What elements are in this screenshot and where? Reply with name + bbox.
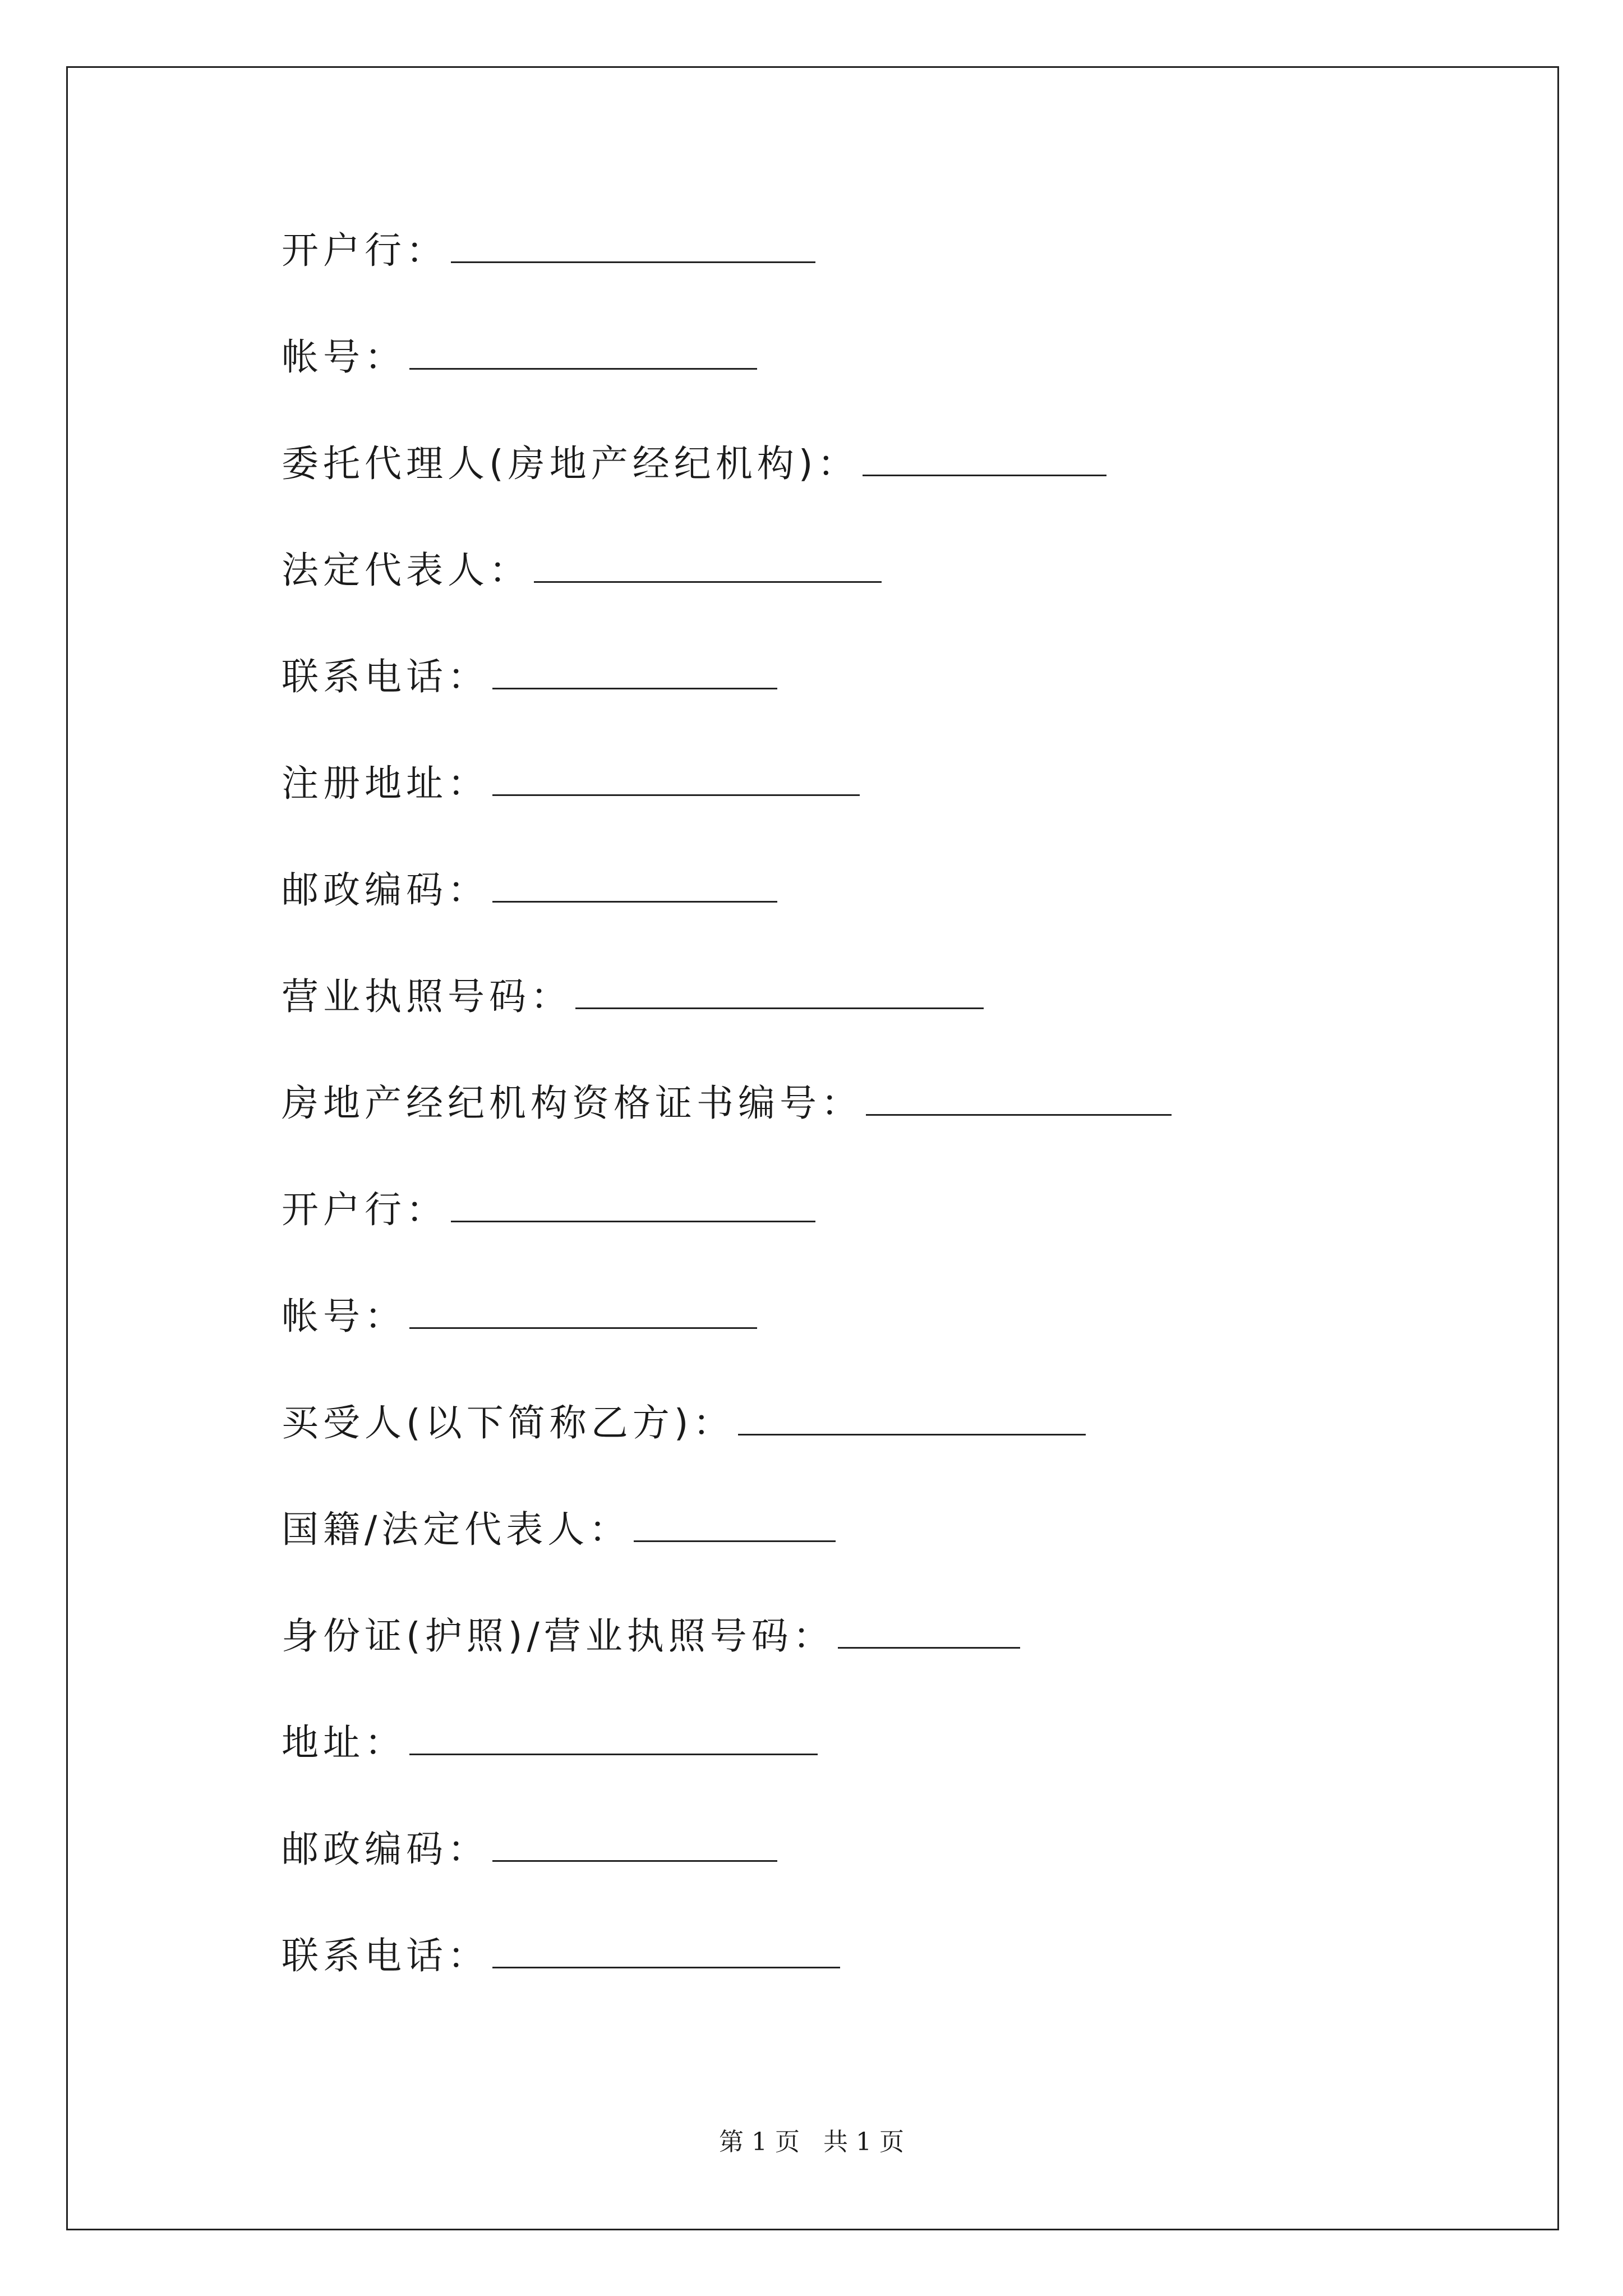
- field-agent: [282, 442, 1106, 485]
- field-label: 房地产经纪机构资格证书编号：: [282, 1082, 863, 1125]
- field-label: 开户行：: [282, 229, 448, 272]
- fill-in-blank[interactable]: [492, 871, 777, 903]
- field-postal-code: [282, 868, 777, 912]
- field-legal-representative: [282, 549, 882, 592]
- field-nationality: [282, 1508, 836, 1551]
- fill-in-blank[interactable]: [451, 1190, 815, 1222]
- fill-in-blank[interactable]: [534, 551, 882, 583]
- page-border: [66, 66, 1559, 2230]
- fill-in-blank[interactable]: [492, 1830, 777, 1862]
- fill-in-blank[interactable]: [838, 1617, 1020, 1649]
- field-bank: [282, 229, 815, 272]
- fill-in-blank[interactable]: [866, 1084, 1172, 1116]
- fill-in-blank[interactable]: [409, 1723, 818, 1755]
- field-label: 帐号：: [282, 335, 406, 379]
- field-qualification-cert: [282, 1082, 1172, 1125]
- field-address: [282, 1721, 818, 1764]
- field-business-license: [282, 975, 984, 1018]
- field-label: 注册地址：: [282, 762, 489, 805]
- fill-in-blank[interactable]: [451, 231, 815, 263]
- field-phone: [282, 657, 777, 696]
- fill-in-blank[interactable]: [575, 977, 984, 1009]
- field-label: 邮政编码：: [282, 868, 489, 912]
- fill-in-blank[interactable]: [634, 1510, 836, 1542]
- field-registered-address: [282, 762, 860, 805]
- field-postal-code: [282, 1828, 777, 1871]
- fill-in-blank[interactable]: [492, 1936, 840, 1968]
- field-account: [282, 1295, 757, 1338]
- field-label: 营业执照号码：: [282, 975, 572, 1018]
- field-account: [282, 335, 757, 379]
- fill-in-blank[interactable]: [409, 338, 757, 370]
- field-label: 委托代理人(房地产经纪机构)：: [282, 442, 859, 485]
- fill-in-blank[interactable]: [492, 657, 777, 689]
- field-label: 邮政编码：: [282, 1828, 489, 1871]
- fill-in-blank[interactable]: [492, 764, 860, 796]
- field-label: 法定代表人：: [282, 549, 531, 592]
- field-label: 地址：: [282, 1721, 406, 1764]
- field-label: 帐号：: [282, 1295, 406, 1338]
- fill-in-blank[interactable]: [409, 1297, 757, 1329]
- page-footer: 第 1 页 共 1 页: [719, 2128, 904, 2156]
- field-label: 身份证(护照)/营业执照号码：: [282, 1614, 834, 1658]
- field-label: 联系电话：: [282, 1934, 489, 1977]
- fill-in-blank[interactable]: [738, 1404, 1086, 1435]
- field-label: 联系电话：: [282, 655, 489, 698]
- field-phone: [282, 1936, 840, 1975]
- field-id-passport: [282, 1614, 1020, 1658]
- field-label: 开户行：: [282, 1188, 448, 1231]
- field-label: 国籍/法定代表人：: [282, 1508, 631, 1551]
- field-buyer: [282, 1401, 1086, 1444]
- field-label: 买受人(以下简称乙方)：: [282, 1401, 735, 1444]
- fill-in-blank[interactable]: [863, 444, 1106, 476]
- field-bank: [282, 1188, 815, 1231]
